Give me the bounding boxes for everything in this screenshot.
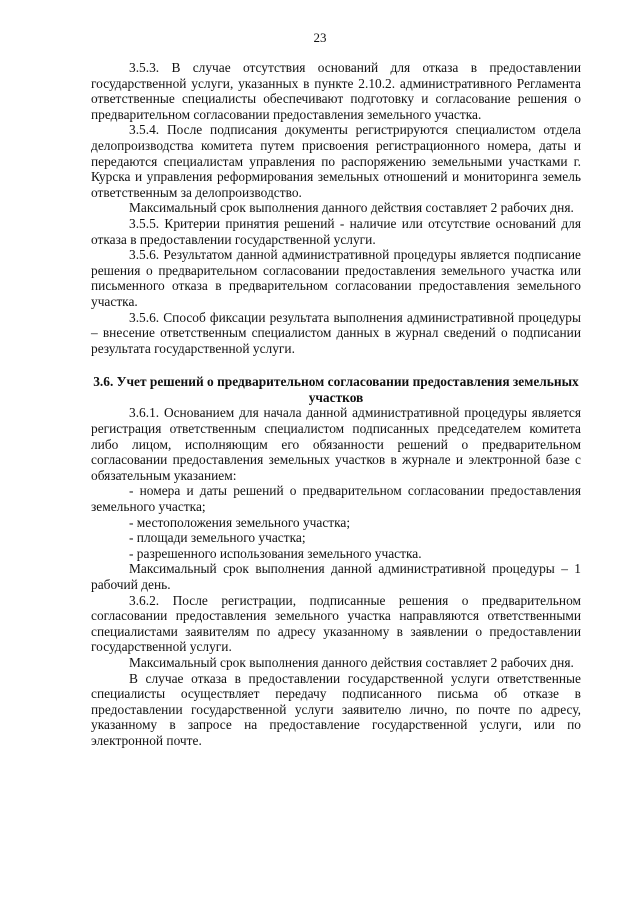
section-heading-3-6: 3.6. Учет решений о предварительном согласовании предоставления земельных участков (93, 374, 579, 405)
paragraph-refusal: В случае отказа в предоставлении государственной услуги ответственные специалисты осуществляет передачу подписанного письма об отказе в предоставлении государственной услуги заявителю лично, по почте по адресу, указанному в запросе на предоставление государственной услуги, или по электронной почте. (91, 670, 581, 748)
list-item: - номера и даты решений о предварительном согласовании предоставления земельного участка; (91, 483, 581, 515)
list-item: - разрешенного использования земельного участка. (129, 545, 422, 561)
section-gap (91, 356, 581, 365)
paragraph-3-5-5: 3.5.5. Критерии принятия решений - наличие или отсутствие оснований для отказа в предоставлении государственной услуги. (91, 215, 581, 247)
paragraph-3-6-1: 3.6.1. Основанием для начала данной административной процедуры является регистрация ответственным специалистом подписанных председателем комитета либо лицом, исполняющим его обязанности решений о предварительном согласовании предоставления земельных участков в журнале и электронной базе с обязательным указанием: (91, 405, 581, 483)
paragraph-deadline-2-days: Максимальный срок выполнения данного действия составляет 2 рабочих дня. (129, 200, 574, 216)
paragraph-3-6-2: 3.6.2. После регистрации, подписанные решения о предварительном согласовании предоставления земельного участка направляются ответственными специалистами заявителям по адресу указанному в заявлении о предоставлении государственной услуги. (91, 592, 581, 655)
page-number: 23 (313, 30, 327, 45)
paragraph-deadline-2-days-b: Максимальный срок выполнения данного действия составляет 2 рабочих дня. (129, 654, 574, 670)
paragraph-3-5-6-fixation: 3.5.6. Способ фиксации результата выполнения административной процедуры – внесение ответственным специалистом данных в журнал сведений о подписании результата государственной услуги. (91, 309, 581, 356)
list-item: - площади земельного участка; (129, 530, 306, 546)
paragraph-deadline-1-day: Максимальный срок выполнения данной административной процедуры – 1 рабочий день. (91, 561, 581, 592)
paragraph-3-5-6-result: 3.5.6. Результатом данной административной процедуры является подписание решения о предварительном согласовании предоставления земельного участка или письменного отказа в предварительном согласовании предоставления земельного участка. (91, 247, 581, 309)
document-body (91, 60, 581, 749)
section-gap (91, 365, 581, 374)
list-item: - местоположения земельного участка; (129, 514, 351, 530)
paragraph-3-5-3: 3.5.3. В случае отсутствия оснований для отказа в предоставлении государственной услуги, указанных в пункте 2.10.2. административного Регламента ответственные специалисты обеспечивают подготовку и согласование решения о предварительном согласовании предоставления земельного участка. (91, 60, 581, 122)
paragraph-3-5-4: 3.5.4. После подписания документы регистрируются специалистом отдела делопроизводства комитета путем присвоения регистрационного номера, даты и передаются специалистам управления по распоряжению земельными участками г. Курска и управления реформирования земельных отношений и мониторинга земель ответственным за делопроизводство. (91, 122, 581, 200)
